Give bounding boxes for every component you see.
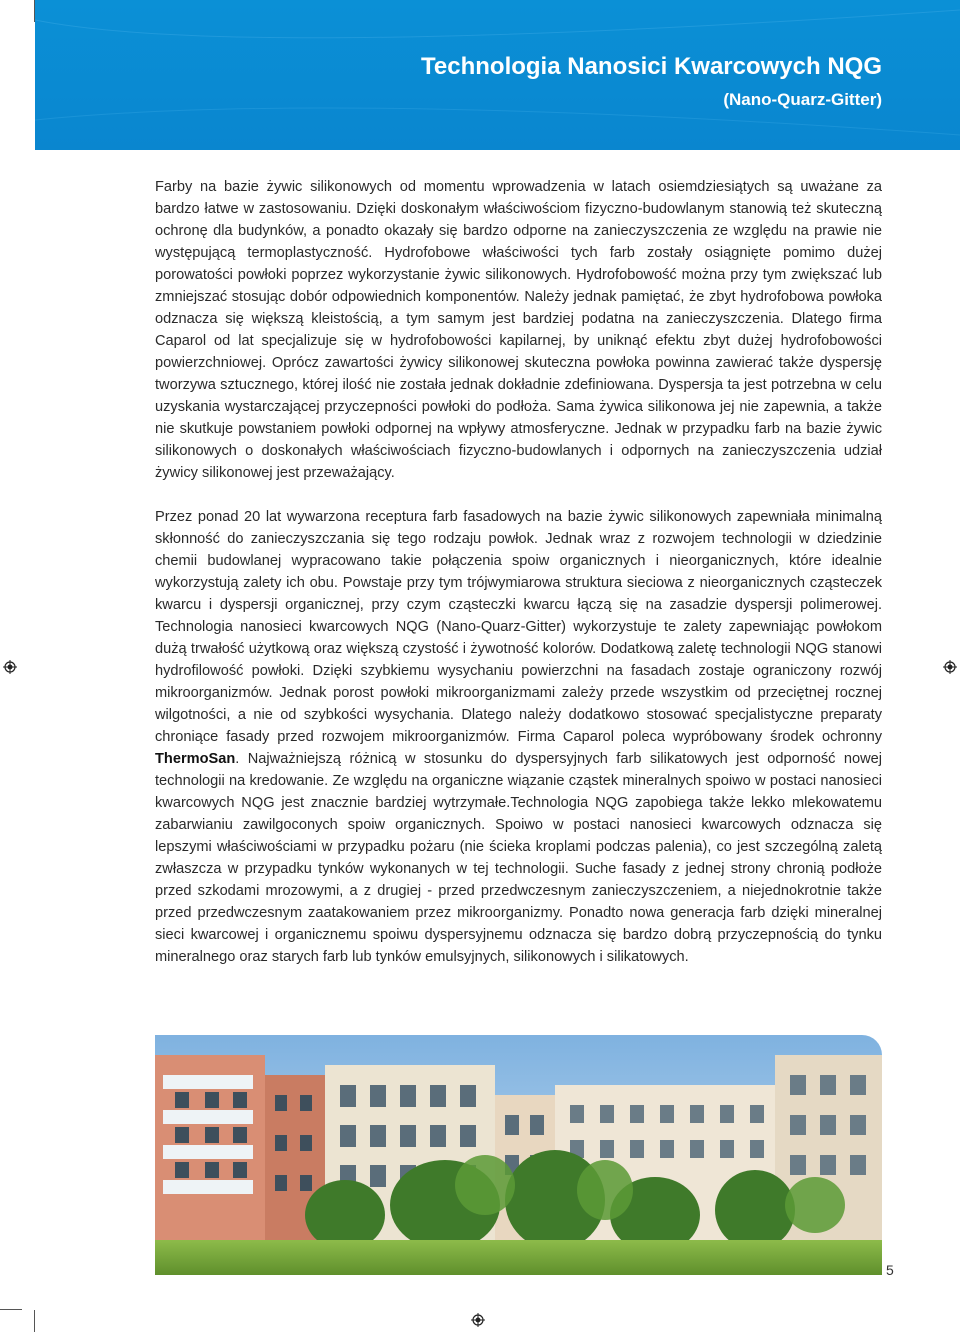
registration-mark-icon — [471, 1313, 485, 1327]
crop-mark — [34, 1310, 35, 1332]
header-band — [35, 0, 960, 150]
page-title: Technologia Nanosici Kwarcowych NQG — [421, 53, 882, 80]
page-subtitle: (Nano-Quarz-Gitter) — [723, 90, 882, 109]
building-photo — [155, 1035, 882, 1275]
paragraph — [155, 506, 882, 968]
registration-mark-icon — [3, 660, 17, 674]
building-photo-image — [155, 1035, 882, 1275]
paragraph: Farby na bazie żywic silikonowych od momentu wprowadzenia w latach osiemdziesiątych są uważane za bardzo łatwe w zastosowaniu. Dzięki doskonałym właściwościom fizyczno-budowlanym stanowią też skuteczną ochronę dla budynków, a ponadto okazały się bardzo odporne na zanieczyszczenia ze względu na prawie nie występującą termoplastyczność. Hydrofobowe właściwości tych farb zostały osiągnięte pomimo dużej porowatości powłoki poprzez wykorzystanie żywic silikonowych. Hydrofobowość można przy tym zwiększać lub zmniejszać stosując dobór odpowiednich komponentów. Należy jednak pamiętać, że zbyt hydrofobowa powłoka odznacza się większą kleistością, a tym samym jest bardziej podatna na zanieczyszczenia. Dlatego firma Caparol od lat specjalizuje się w hydrofobowości kapilarnej, by uniknąć efektu zbyt dużej hydrofobowości powierzchniowej. Oprócz zawartości żywicy silikonowej skuteczna powłoka powinna zawierać także dyspersję tworzywa sztucznego, której ilość nie została jednak dokładnie zdefiniowana. Dyspersja ta jest potrzebna w celu uzyskania wystarczającej przyczepności powłoki do podłoża. Sama żywica silikonowa jej nie zapewnia, a także nie skutkuje powstaniem powłoki odpornej na wpływy atmosferyczne. Jednak w przypadku farb na bazie żywic silikonowych o doskonałych właściwościach fizyczno-budowlanych i odpornych na zanieczyszczenia udział żywicy silikonowej jest przeważający. — [155, 179, 882, 481]
article-body — [155, 176, 882, 968]
page-number: 5 — [886, 1262, 894, 1278]
paragraph-text: Przez ponad 20 lat wywarzona receptura farb fasadowych na bazie żywic silikonowych zapewniała minimalną skłonność do zanieczyszczania się tego rodzaju powłok. Jednak wraz z rozwojem technologii w dziedzinie chemii budowlanej wypracowano takie połączenia spoiw organicznych i nieorganicznych, które idealnie wykorzystują zalety ich obu. Powstaje przy tym trójwymiarowa struktura sieciowa z nieorganicznych cząsteczek kwarcu i dyspersji organicznej, przy czym cząsteczki kwarcu łączą się na zasadzie dyspersji polimerowej. Technologia nanosieci kwarcowych NQG (Nano-Quarz-Gitter) wykorzystuje te zalety zapewniając powłokom dużą trwałość użytkową oraz większą czystość i żywotność kolorów. Dodatkową zaletę technologii NQG stanowi hydrofilowość powłoki. Dzięki szybkiemu wysychaniu powierzchni na fasadach zostaje ograniczony rozwój mikroorganizmów. Jednak porost powłoki mikroorganizmami zależy przede wszystkim od przeciętnej rocznej wilgotności, a nie od szybkości wysychania. Dlatego należy dodatkowo stosować specjalistyczne preparaty chroniące fasady przed rozwojem mikroorganizmów. Firma Caparol poleca wypróbowany środek ochronny — [155, 509, 882, 745]
brand-name: ThermoSan — [155, 751, 236, 767]
registration-mark-icon — [943, 660, 957, 674]
crop-mark — [0, 1309, 22, 1310]
paragraph-text: . Najważniejszą różnicą w stosunku do dyspersyjnych farb silikatowych jest odporność nowej technologii na kredowanie. Ze względu na organiczne wiązanie cząstek mineralnych spoiwo w postaci nanosieci kwarcowych NQG jest znacznie bardziej wytrzymałe.Technologia NQG zapobiega także lekko mlekowatemu zabarwianiu zawilgoconych spoiw organicznych. Spoiwo w postaci nanosieci kwarcowych odznacza się lepszymi właściwościami w przypadku pożaru (nie ścieka kroplami podczas palenia), co jest szczególną zaletą zwłaszcza w przypadku tynków wykonanych w tej technologii. Suche fasady z jednej strony chronią podłoże przed szkodami mrozowymi, a z drugiej - przed przedwczesnym zanieczyszczeniem, a niejednokrotnie także przed przedwczesnym zaatakowaniem przez mikroorganizmy. Ponadto nowa generacja farb dzięki mineralnej sieci kwarcowej i organicznemu spoiwu dyspersyjnemu odznacza się bardzo dobrą przyczepnością do tynku mineralnego oraz starych farb lub tynków emulsyjnych, silikonowych i silikatowych. — [155, 751, 882, 965]
